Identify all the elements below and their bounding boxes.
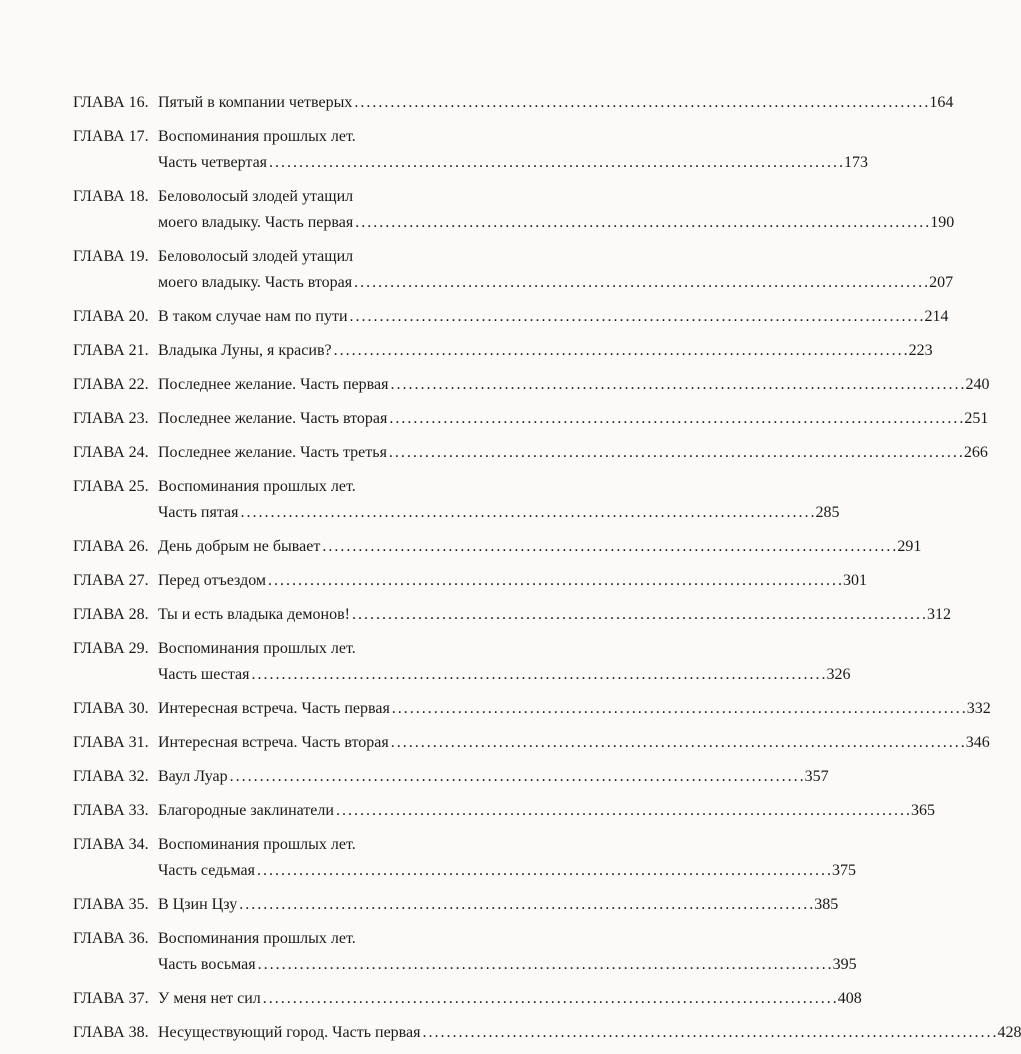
toc-entry — [73, 124, 869, 176]
page-number: 312 — [926, 606, 951, 623]
chapter-title-line — [158, 798, 935, 824]
dot-leader — [258, 952, 831, 978]
chapter-title-line — [158, 696, 991, 722]
toc-entry — [73, 696, 991, 722]
chapter-number: ГЛАВА 28. — [73, 606, 149, 623]
chapter-title-block — [158, 568, 867, 594]
page-number: 375 — [832, 862, 856, 879]
chapter-title-text: Интересная встреча. Часть первая — [158, 700, 390, 717]
page-number: 301 — [843, 572, 868, 589]
chapter-title-text: Воспоминания прошлых лет. — [158, 478, 356, 495]
chapter-number: ГЛАВА 22. — [73, 376, 149, 393]
page-number: 291 — [897, 538, 922, 555]
toc-entry — [73, 764, 829, 790]
chapter-title-block — [158, 764, 829, 790]
chapter-title-block — [158, 602, 951, 628]
chapter-title-line — [158, 764, 829, 790]
chapter-title-line — [158, 730, 990, 756]
chapter-number: ГЛАВА 32. — [73, 768, 149, 785]
dot-leader — [336, 798, 909, 824]
chapter-title-line — [158, 184, 954, 210]
page-number: 395 — [832, 956, 857, 973]
chapter-title-line — [158, 662, 850, 688]
dot-leader — [257, 858, 830, 884]
chapter-title-line — [158, 1020, 1021, 1046]
chapter-title-block — [158, 986, 862, 1012]
page-number: 240 — [965, 376, 990, 393]
page-number: 190 — [930, 214, 955, 231]
chapter-number: ГЛАВА 21. — [73, 342, 149, 359]
dot-leader — [268, 568, 841, 594]
chapter-number: ГЛАВА 29. — [73, 640, 149, 657]
dot-leader — [354, 90, 927, 116]
dot-leader — [391, 730, 964, 756]
toc-entry — [73, 90, 954, 116]
toc-entry — [73, 798, 935, 824]
chapter-title-text: Воспоминания прошлых лет. — [158, 930, 356, 947]
chapter-number: ГЛАВА 20. — [73, 308, 149, 325]
page-number: 207 — [929, 274, 954, 291]
chapter-title-line — [158, 500, 839, 526]
chapter-title-line — [158, 150, 868, 176]
chapter-title-line — [158, 124, 868, 150]
chapter-number: ГЛАВА 19. — [73, 248, 149, 265]
toc-entry — [73, 832, 856, 884]
page-number: 408 — [837, 990, 862, 1007]
chapter-number: ГЛАВА 27. — [73, 572, 149, 589]
dot-leader — [355, 210, 928, 236]
dot-leader — [354, 270, 927, 296]
chapter-title-block — [158, 304, 949, 330]
chapter-title-text: Ты и есть владыка демонов! — [158, 606, 350, 623]
chapter-title-block — [158, 1020, 1021, 1046]
toc-entry — [73, 892, 839, 918]
chapter-title-line — [158, 568, 867, 594]
toc-entry — [73, 1020, 1021, 1046]
chapter-number: ГЛАВА 25. — [73, 478, 149, 495]
toc-entry — [73, 636, 851, 688]
chapter-number: ГЛАВА 38. — [73, 1024, 149, 1041]
chapter-title-text: Последнее желание. Часть первая — [158, 376, 389, 393]
chapter-title-text: Благородные заклинатели — [158, 802, 334, 819]
chapter-title-block — [158, 696, 991, 722]
chapter-title-line — [158, 986, 862, 1012]
toc-entry — [73, 730, 990, 756]
dot-leader — [240, 500, 813, 526]
page-number: 164 — [929, 94, 954, 111]
chapter-title-line — [158, 90, 953, 116]
chapter-title-block — [158, 440, 988, 466]
toc-entry — [73, 986, 862, 1012]
toc-entry — [73, 474, 840, 526]
chapter-title-block — [158, 474, 839, 526]
chapter-number: ГЛАВА 17. — [73, 128, 149, 145]
chapter-title-text: Воспоминания прошлых лет. — [158, 640, 356, 657]
chapter-title-block — [158, 636, 850, 688]
dot-leader — [251, 662, 824, 688]
dot-leader — [334, 338, 907, 364]
chapter-title-block — [158, 406, 988, 432]
chapter-title-text: Последнее желание. Часть третья — [158, 444, 387, 461]
chapter-title-block — [158, 124, 868, 176]
chapter-title-block — [158, 372, 989, 398]
chapter-number: ГЛАВА 35. — [73, 896, 149, 913]
chapter-title-text: Ваул Луар — [158, 768, 228, 785]
dot-leader — [390, 372, 963, 398]
toc-entry — [73, 406, 989, 432]
toc-entry — [73, 568, 868, 594]
chapter-title-block — [158, 730, 990, 756]
toc-entry — [73, 338, 933, 364]
dot-leader — [389, 440, 962, 466]
chapter-title-line — [158, 304, 949, 330]
chapter-title-text: Часть пятая — [158, 504, 239, 521]
page-number: 326 — [826, 666, 851, 683]
dot-leader — [230, 764, 803, 790]
page-number: 214 — [924, 308, 949, 325]
chapter-number: ГЛАВА 16. — [73, 94, 149, 111]
chapter-title-line — [158, 244, 953, 270]
chapter-number: ГЛАВА 26. — [73, 538, 149, 555]
chapter-title-text: Воспоминания прошлых лет. — [158, 128, 356, 145]
chapter-title-text: Часть седьмая — [158, 862, 255, 879]
page-number: 365 — [910, 802, 935, 819]
chapter-number: ГЛАВА 30. — [73, 700, 149, 717]
chapter-title-text: В Цзин Цзу — [158, 896, 238, 913]
chapter-title-line — [158, 372, 989, 398]
chapter-title-line — [158, 832, 856, 858]
chapter-title-line — [158, 338, 933, 364]
chapter-number: ГЛАВА 33. — [73, 802, 149, 819]
chapter-title-line — [158, 210, 954, 236]
chapter-title-text: Интересная встреча. Часть вторая — [158, 734, 389, 751]
toc-entry — [73, 534, 922, 560]
chapter-title-line — [158, 440, 988, 466]
chapter-title-line — [158, 858, 856, 884]
dot-leader — [263, 986, 836, 1012]
chapter-title-text: Последнее желание. Часть вторая — [158, 410, 388, 427]
chapter-title-text: Пятый в компании четверых — [158, 94, 353, 111]
chapter-title-block — [158, 534, 921, 560]
chapter-title-block — [158, 338, 933, 364]
dot-leader — [352, 602, 925, 628]
chapter-title-text: Воспоминания прошлых лет. — [158, 836, 356, 853]
chapter-number: ГЛАВА 24. — [73, 444, 149, 461]
chapter-title-text: Владыка Луны, я красив? — [158, 342, 332, 359]
page-number: 332 — [966, 700, 991, 717]
chapter-title-line — [158, 534, 921, 560]
page-number: 357 — [804, 768, 829, 785]
dot-leader — [269, 150, 842, 176]
page-number: 173 — [844, 154, 869, 171]
chapter-title-block — [158, 90, 953, 116]
toc-entry — [73, 602, 951, 628]
dot-leader — [422, 1020, 995, 1046]
chapter-title-block — [158, 798, 935, 824]
chapter-title-text: Часть восьмая — [158, 956, 256, 973]
toc-entry — [73, 244, 954, 296]
chapter-number: ГЛАВА 18. — [73, 188, 149, 205]
chapter-title-block — [158, 244, 953, 296]
page-number: 266 — [963, 444, 988, 461]
page-number: 428 — [997, 1024, 1021, 1041]
toc-entry — [73, 440, 988, 466]
page-number: 285 — [815, 504, 840, 521]
chapter-title-line — [158, 636, 850, 662]
chapter-title-line — [158, 474, 839, 500]
toc-entry — [73, 304, 949, 330]
chapter-number: ГЛАВА 34. — [73, 836, 149, 853]
chapter-title-text: День добрым не бывает — [158, 538, 321, 555]
page-number: 251 — [964, 410, 989, 427]
chapter-title-line — [158, 270, 953, 296]
toc-entry — [73, 184, 955, 236]
chapter-title-line — [158, 406, 988, 432]
chapter-title-text: Беловолосый злодей утащил — [158, 188, 354, 205]
chapter-title-text: Беловолосый злодей утащил — [158, 248, 354, 265]
chapter-title-line — [158, 602, 951, 628]
toc-entry — [73, 372, 990, 398]
chapter-title-line — [158, 892, 838, 918]
chapter-title-block — [158, 184, 954, 236]
chapter-title-text: Часть четвертая — [158, 154, 268, 171]
chapter-number: ГЛАВА 23. — [73, 410, 149, 427]
dot-leader — [239, 892, 812, 918]
dot-leader — [350, 304, 923, 330]
dot-leader — [392, 696, 965, 722]
chapter-title-text: Несуществующий город. Часть первая — [158, 1024, 421, 1041]
page-number: 223 — [908, 342, 933, 359]
page-number: 385 — [814, 896, 839, 913]
chapter-title-line — [158, 926, 857, 952]
toc-entry — [73, 926, 857, 978]
chapter-title-block — [158, 892, 838, 918]
chapter-title-text: В таком случае нам по пути — [158, 308, 348, 325]
chapter-number: ГЛАВА 36. — [73, 930, 149, 947]
chapter-title-text: моего владыку. Часть первая — [158, 214, 354, 231]
chapter-title-text: У меня нет сил — [158, 990, 261, 1007]
dot-leader — [322, 534, 895, 560]
chapter-title-text: моего владыку. Часть вторая — [158, 274, 353, 291]
chapter-number: ГЛАВА 37. — [73, 990, 149, 1007]
chapter-title-block — [158, 926, 857, 978]
chapter-title-text: Перед отъездом — [158, 572, 267, 589]
chapter-title-line — [158, 952, 857, 978]
chapter-number: ГЛАВА 31. — [73, 734, 149, 751]
chapter-title-block — [158, 832, 856, 884]
page-number: 346 — [965, 734, 990, 751]
dot-leader — [389, 406, 962, 432]
table-of-contents — [73, 90, 1021, 1054]
chapter-title-text: Часть шестая — [158, 666, 250, 683]
